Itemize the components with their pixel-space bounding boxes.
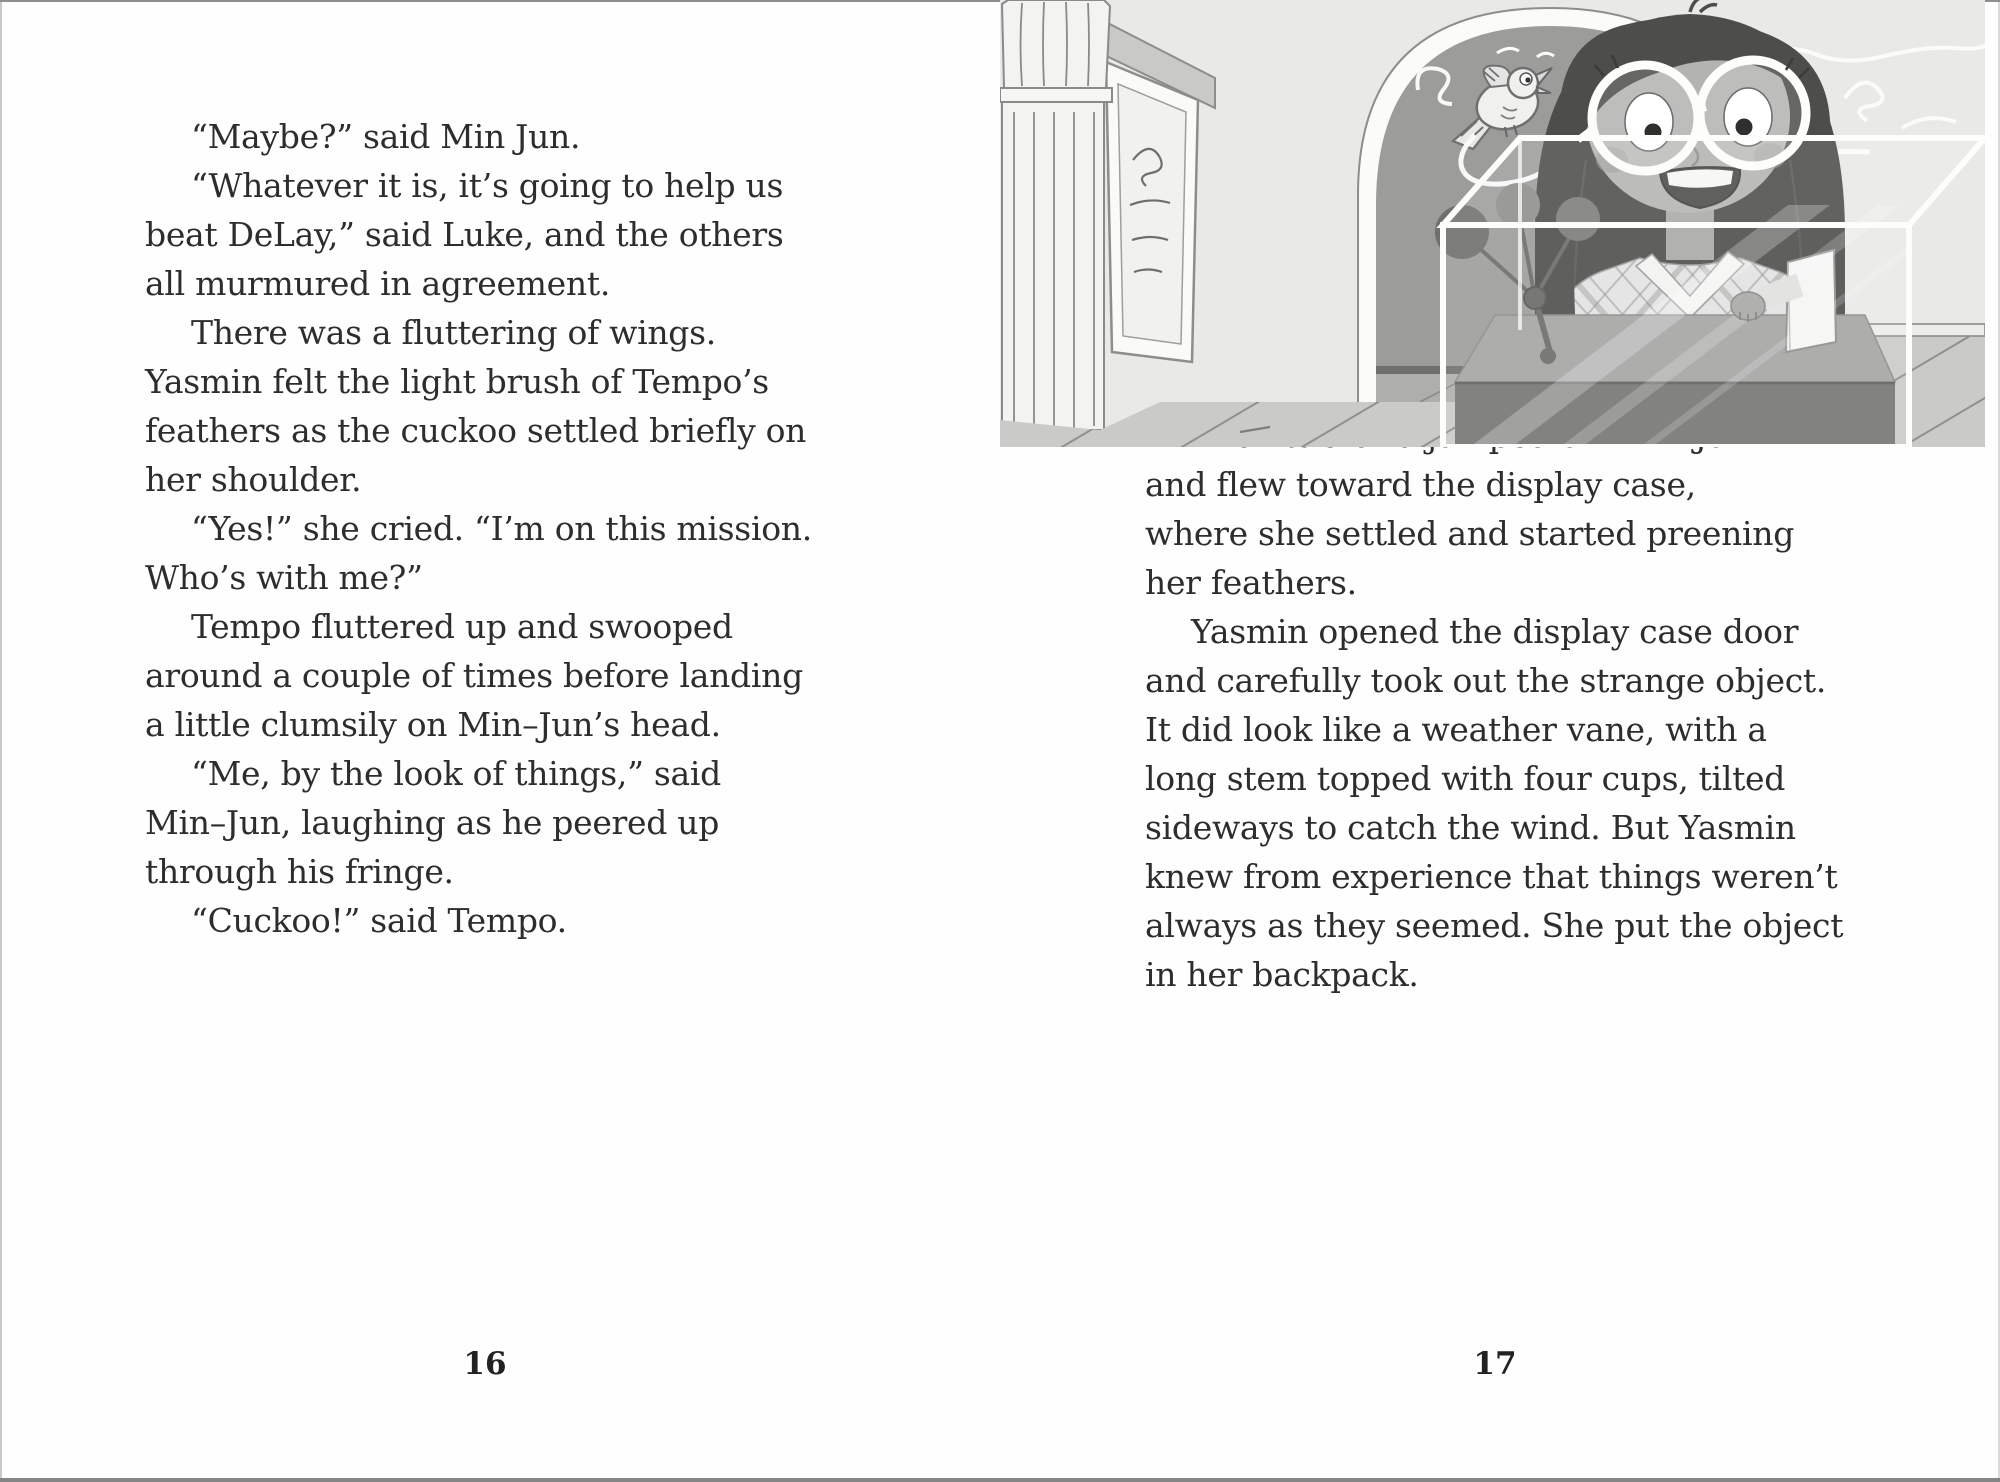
pillar (1000, 0, 1112, 430)
framed-notice (1106, 62, 1198, 362)
illustration-svg (1000, 0, 1985, 447)
text-line: “Maybe?” said Min Jun. (191, 117, 581, 156)
text-line: feathers as the cuckoo settled briefly on (145, 411, 807, 450)
text-line: and carefully took out the strange object. (1145, 661, 1827, 700)
text-line: “Whatever it is, it’s going to help us (191, 166, 784, 205)
text-line: her feathers. (1145, 563, 1357, 602)
text-line: It did look like a weather vane, with a (1145, 710, 1767, 749)
right-page-text (1145, 411, 1885, 999)
text-line: knew from experience that things weren’t (1145, 857, 1838, 896)
text-line: Yasmin felt the light brush of Tempo’s (145, 362, 769, 401)
text-line: beat DeLay,” said Luke, and the others (145, 215, 784, 254)
page-number-right: 17 (1473, 1346, 1517, 1382)
text-line: around a couple of times before landing (145, 656, 803, 695)
text-line: a little clumsily on Min–Jun’s head. (145, 705, 721, 744)
text-line: Tempo fluttered up and swooped (191, 607, 733, 646)
page-number-left: 16 (463, 1346, 507, 1382)
text-line: sideways to catch the wind. But Yasmin (1145, 808, 1796, 847)
text-line: always as they seemed. She put the object (1145, 906, 1844, 945)
text-line: “Yes!” she cried. “I’m on this mission. (191, 509, 812, 548)
text-line: Yasmin opened the display case door (1191, 612, 1799, 651)
text-line: in her backpack. (1145, 955, 1419, 994)
left-page-text (145, 112, 835, 945)
text-line: where she settled and started preening (1145, 514, 1795, 553)
text-line: all murmured in agreement. (145, 264, 611, 303)
text-line: long stem topped with four cups, tilted (1145, 759, 1786, 798)
text-line: through his fringe. (145, 852, 454, 891)
text-line: “Cuckoo!” said Tempo. (191, 901, 567, 940)
text-line: There was a fluttering of wings. (191, 313, 716, 352)
text-line: “Me, by the look of things,” said (191, 754, 721, 793)
story-illustration (1000, 0, 1985, 447)
display-case (1443, 138, 1985, 447)
text-line: Min–Jun, laughing as he peered up (145, 803, 720, 842)
text-line: Who’s with me?” (145, 558, 423, 597)
text-line: and flew toward the display case, (1145, 465, 1696, 504)
text-line: her shoulder. (145, 460, 362, 499)
